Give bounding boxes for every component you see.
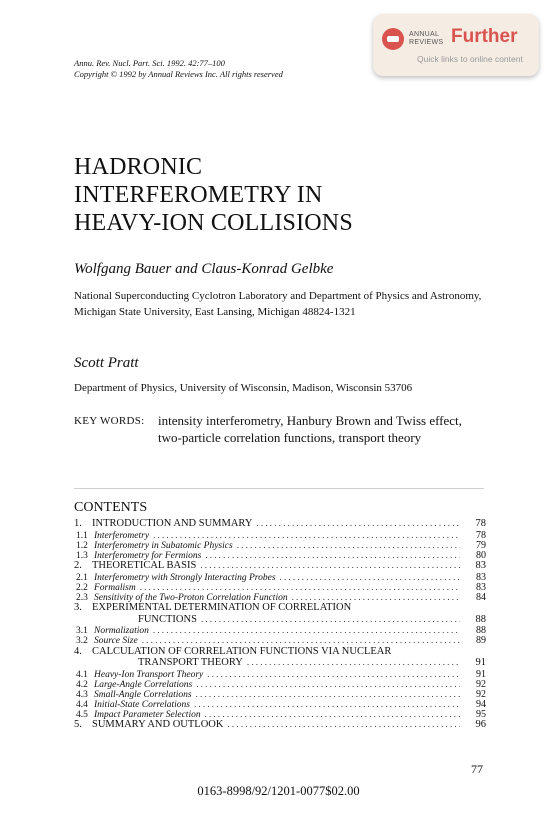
title-line-2: INTERFEROMETRY IN: [74, 182, 323, 208]
toc-entry-number: 2.1: [76, 572, 88, 583]
toc-entry-title: FUNCTIONS: [138, 613, 197, 625]
toc-entry[interactable]: [74, 550, 486, 560]
toc-leader-dots: [256, 518, 460, 530]
toc-entry-title: SUMMARY AND OUTLOOK: [92, 719, 224, 731]
toc-entry[interactable]: [74, 699, 486, 709]
toc-entry-page: 92: [476, 688, 486, 700]
toc-entry[interactable]: [74, 518, 486, 530]
toc-leader-dots: [280, 572, 460, 582]
toc-leader-dots: [153, 625, 460, 635]
toc-leader-dots: [205, 709, 460, 719]
toc-entry-page: 89: [476, 635, 486, 647]
toc-entry[interactable]: [74, 719, 486, 731]
toc-entry-number: 1.3: [76, 550, 88, 561]
toc-leader-dots: [194, 699, 460, 709]
toc-entry-page: 95: [476, 709, 486, 721]
authors: Wolfgang Bauer and Claus-Konrad Gelbke: [74, 261, 334, 277]
toc-leader-dots: [201, 614, 460, 626]
toc-entry-page: 84: [476, 591, 486, 603]
toc-entry-number: 2.2: [76, 582, 88, 593]
toc-entry-title: TRANSPORT THEORY: [138, 657, 243, 668]
toc-entry[interactable]: [74, 560, 486, 572]
toc-entry[interactable]: [74, 582, 486, 592]
toc-entry-number: 1.2: [76, 540, 88, 551]
affiliation-2: Department of Physics, University of Wisconsin, Madison, Wisconsin 53706: [74, 382, 413, 394]
toc-entry-number: 3.1: [76, 626, 88, 637]
toc-entry-number: 4.1: [76, 669, 88, 680]
toc-entry-page: 83: [475, 560, 486, 572]
title-line-1: HADRONIC: [74, 154, 203, 180]
badge-further-title: Further: [451, 26, 518, 47]
toc-entry-page: 91: [476, 668, 486, 680]
toc-entry-title: Impact Parameter Selection: [94, 710, 201, 721]
toc-entry-title: Normalization: [94, 626, 149, 637]
toc-entry[interactable]: [74, 669, 486, 679]
toc-leader-dots: [247, 657, 460, 669]
toc-leader-dots: [237, 540, 460, 550]
toc-entry-number: 3.2: [76, 636, 88, 647]
toc-entry[interactable]: [74, 625, 486, 635]
table-of-contents: [74, 518, 486, 731]
toc-entry-title: Formalism: [94, 582, 136, 593]
article-title: [74, 153, 494, 237]
toc-entry-title: Interferometry for Fermions: [94, 550, 202, 561]
toc-entry[interactable]: [74, 592, 486, 602]
toc-entry-number: 5.: [74, 719, 82, 731]
citation: [74, 58, 283, 80]
toc-entry-page: 88: [476, 625, 486, 637]
toc-entry-number: 4.2: [76, 679, 88, 690]
toc-entry-title: Heavy-Ion Transport Theory: [94, 669, 204, 680]
toc-entry-number: 2.: [74, 560, 82, 572]
toc-entry-page: 94: [476, 699, 486, 711]
toc-entry-page: 96: [475, 719, 486, 731]
toc-entry-title: CALCULATION OF CORRELATION FUNCTIONS VIA NUCLEAR: [92, 645, 392, 657]
toc-entry-title: EXPERIMENTAL DETERMINATION OF CORRELATION: [92, 602, 352, 614]
toc-entry[interactable]: [74, 709, 486, 719]
toc-entry[interactable]: [74, 572, 486, 582]
toc-leader-dots: [153, 530, 460, 540]
toc-entry-number: 4.5: [76, 710, 88, 721]
toc-entry-page: 78: [476, 529, 486, 541]
toc-entry-page: 79: [476, 539, 486, 551]
divider: [74, 488, 484, 489]
toc-entry-page: 83: [476, 581, 486, 593]
keywords-text: intensity interferometry, Hanbury Brown and Twiss effect, two-particle correlation functions, transport theory: [158, 413, 462, 445]
toc-entry-page: 80: [476, 549, 486, 561]
annual-reviews-logo-icon: [382, 28, 404, 50]
toc-entry[interactable]: [74, 679, 486, 689]
price-code: 0163-8998/92/1201-0077$02.00: [197, 784, 360, 798]
toc-entry[interactable]: [74, 635, 486, 645]
contents-heading: CONTENTS: [74, 500, 148, 515]
toc-leader-dots: [196, 679, 460, 689]
toc-entry-title: Source Size: [94, 636, 138, 647]
toc-entry-page: 88: [475, 613, 486, 625]
toc-entry[interactable]: [74, 602, 486, 614]
toc-entry-title: Sensitivity of the Two-Proton Correlation Function: [94, 592, 288, 603]
toc-leader-dots: [200, 560, 460, 572]
title-line-3: HEAVY-ION COLLISIONS: [74, 210, 353, 236]
toc-entry-number: 3.: [74, 602, 82, 614]
toc-entry-title: Interferometry with Strongly Interacting Probes: [94, 572, 276, 583]
toc-entry-page: 92: [476, 678, 486, 690]
toc-entry-page: 78: [475, 518, 486, 529]
toc-entry[interactable]: [74, 657, 486, 669]
toc-entry[interactable]: [74, 646, 486, 658]
toc-leader-dots: [227, 719, 460, 731]
toc-entry[interactable]: [74, 540, 486, 550]
toc-entry-number: 4.3: [76, 689, 88, 700]
toc-entry-number: 2.3: [76, 592, 88, 603]
page-number: 77: [471, 762, 483, 776]
toc-leader-dots: [207, 669, 460, 679]
toc-entry-page: 91: [475, 657, 486, 668]
toc-leader-dots: [205, 550, 460, 560]
toc-entry-number: 1.1: [76, 530, 88, 541]
citation-line-1: Annu. Rev. Nucl. Part. Sci. 1992. 42:77–100: [74, 58, 225, 68]
toc-entry-title: INTRODUCTION AND SUMMARY: [92, 518, 253, 529]
toc-entry-number: 4.4: [76, 700, 88, 711]
toc-entry-title: Interferometry in Subatomic Physics: [94, 540, 233, 551]
toc-leader-dots: [292, 592, 460, 602]
further-badge[interactable]: [373, 14, 539, 76]
citation-line-2: Copyright © 1992 by Annual Reviews Inc. All rights reserved: [74, 69, 283, 79]
toc-leader-dots: [196, 689, 460, 699]
toc-entry-number: 4.: [74, 645, 82, 657]
toc-leader-dots: [140, 582, 460, 592]
toc-entry-page: 83: [476, 571, 486, 583]
toc-entry-title: THEORETICAL BASIS: [92, 560, 197, 572]
badge-annual-reviews: ANNUAL REVIEWS: [409, 31, 444, 46]
toc-entry-title: Large-Angle Correlations: [94, 679, 193, 690]
toc-entry-title: Small-Angle Correlations: [94, 689, 192, 700]
affiliation: National Superconducting Cyclotron Laboratory and Department of Physics and Astronomy, Michigan State University, East Lansing, Michigan 48824-1321: [74, 290, 482, 318]
badge-subtitle: Quick links to online content: [417, 54, 523, 64]
toc-entry-title: Initial-State Correlations: [94, 700, 190, 711]
keywords-label: KEY WORDS:: [74, 415, 145, 427]
author-2: Scott Pratt: [74, 355, 139, 371]
toc-entry[interactable]: [74, 530, 486, 540]
toc-entry[interactable]: [74, 614, 486, 626]
toc-leader-dots: [142, 635, 460, 645]
toc-entry-title: Interferometry: [94, 530, 150, 541]
toc-entry-number: 1.: [74, 518, 82, 529]
toc-entry[interactable]: [74, 689, 486, 699]
